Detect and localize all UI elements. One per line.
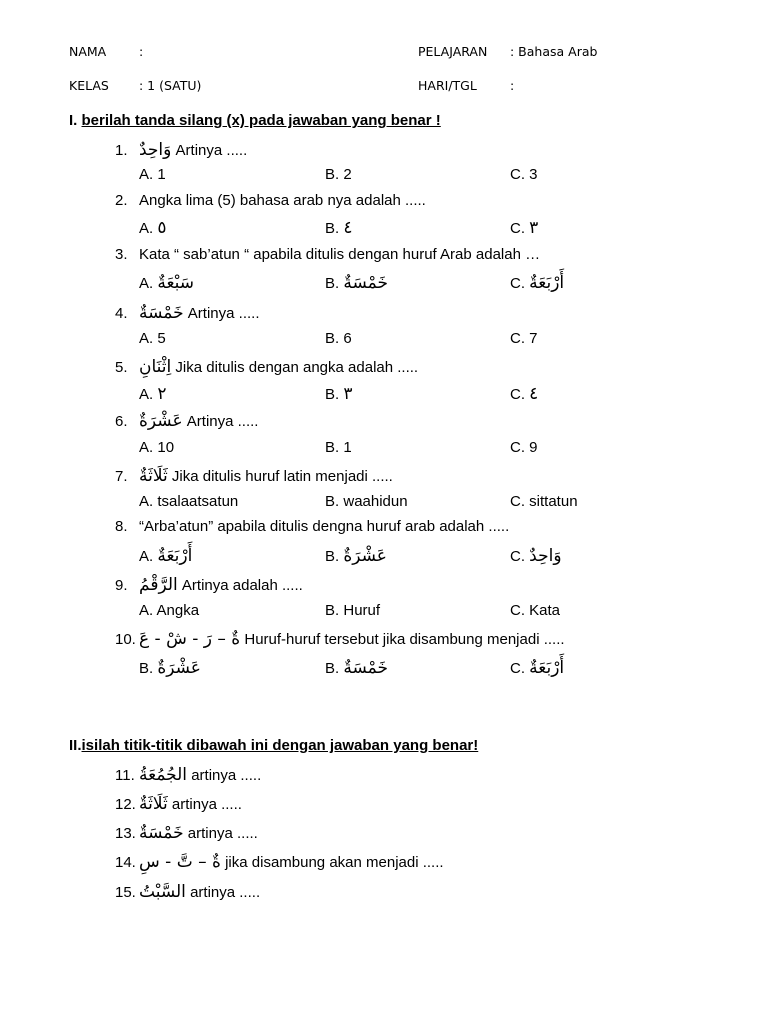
section2-title: isilah titik-titik dibawah ini dengan jawaban yang benar!: [81, 737, 479, 754]
option-letter: B.: [325, 330, 340, 347]
answer-option[interactable]: [510, 218, 538, 238]
answer-option[interactable]: [510, 330, 538, 347]
question-text: Jika ditulis huruf latin menjadi .....: [171, 468, 393, 485]
question-number: 12.: [115, 796, 136, 813]
answer-option[interactable]: [510, 658, 564, 678]
option-letter: A.: [139, 439, 154, 456]
question-arabic: اِثْنَانِ: [139, 357, 172, 377]
option-value: عَشْرَةٌ: [157, 658, 201, 678]
option-letter: B.: [139, 660, 154, 677]
option-value: 1: [157, 166, 166, 183]
question-number: 15.: [115, 884, 136, 901]
answer-option[interactable]: [325, 273, 388, 293]
option-letter: B.: [325, 275, 340, 292]
option-letter: C.: [510, 386, 525, 403]
question-13: [115, 823, 258, 843]
question-7: [115, 466, 393, 486]
question-arabic: ةٌ – تَّ - سِ: [139, 852, 221, 872]
question-arabic: ةٌ – رَ - شْ - عَ: [139, 629, 241, 649]
option-value: 5: [157, 330, 166, 347]
option-letter: A.: [139, 275, 154, 292]
answer-option[interactable]: [325, 602, 380, 619]
question-text: jika disambung akan menjadi .....: [225, 854, 444, 871]
question-text: artinya .....: [187, 825, 258, 842]
question-number: 5.: [115, 359, 128, 376]
question-4: [115, 303, 260, 323]
option-value: ٤: [343, 218, 353, 238]
answer-option[interactable]: [139, 546, 192, 566]
question-arabic: ثَلَاثَةٌ: [139, 466, 168, 486]
option-value: ٤: [529, 384, 539, 404]
option-letter: B.: [325, 439, 340, 456]
question-number: 2.: [115, 192, 128, 209]
option-value: tsalaatsatun: [157, 493, 239, 510]
question-8: [115, 518, 509, 535]
option-letter: A.: [139, 386, 154, 403]
pelajaran-label: PELAJARAN: [418, 44, 488, 59]
question-arabic: ثَلَاثَةٌ: [139, 794, 168, 814]
question-text: Artinya .....: [186, 413, 259, 430]
option-letter: B.: [325, 166, 340, 183]
answer-option[interactable]: [325, 218, 353, 238]
question-10: [115, 629, 565, 649]
question-9: [115, 575, 303, 595]
question-arabic: وَاحِدٌ: [139, 140, 172, 160]
answer-option[interactable]: [139, 384, 167, 404]
option-letter: A.: [139, 493, 154, 510]
option-letter: C.: [510, 330, 525, 347]
answer-option[interactable]: [510, 493, 578, 510]
section2-number: II.: [69, 737, 82, 754]
option-value: وَاحِدٌ: [529, 546, 562, 566]
option-letter: A.: [139, 330, 154, 347]
option-value: Huruf: [343, 602, 381, 619]
option-letter: A.: [139, 166, 154, 183]
option-letter: C.: [510, 660, 525, 677]
question-11: [115, 765, 261, 785]
question-text: Artinya .....: [187, 305, 260, 322]
option-letter: C.: [510, 166, 525, 183]
answer-option[interactable]: [325, 384, 353, 404]
question-text: artinya .....: [190, 884, 261, 901]
option-value: خَمْسَةٌ: [343, 658, 388, 678]
answer-option[interactable]: [139, 493, 238, 510]
question-text: Jika ditulis dengan angka adalah .....: [175, 359, 419, 376]
answer-option[interactable]: [325, 166, 352, 183]
option-value: ٣: [343, 384, 353, 404]
option-letter: A.: [139, 548, 154, 565]
question-text: Artinya .....: [175, 142, 248, 159]
answer-option[interactable]: [510, 273, 564, 293]
answer-option[interactable]: [325, 439, 352, 456]
answer-option[interactable]: [510, 546, 562, 566]
answer-option[interactable]: [139, 218, 167, 238]
option-letter: C.: [510, 275, 525, 292]
question-arabic: عَشْرَةٌ: [139, 411, 183, 431]
answer-option[interactable]: [325, 330, 352, 347]
answer-option[interactable]: [510, 384, 538, 404]
answer-option[interactable]: [325, 493, 408, 510]
question-text: artinya .....: [171, 796, 242, 813]
question-5: [115, 357, 418, 377]
option-value: 1: [343, 439, 352, 456]
option-value: خَمْسَةٌ: [343, 273, 388, 293]
question-text: Artinya adalah .....: [181, 577, 303, 594]
question-text: Huruf-huruf tersebut jika disambung menjadi .....: [244, 631, 565, 648]
option-value: waahidun: [343, 493, 408, 510]
question-number: 1.: [115, 142, 128, 159]
question-15: [115, 882, 260, 902]
question-arabic: الجُمُعَةُ: [139, 765, 188, 785]
question-number: 11.: [115, 767, 135, 784]
kelas-value: : 1 (SATU): [139, 78, 202, 93]
section1-heading: [69, 112, 441, 129]
section1-number: I.: [69, 112, 78, 129]
option-letter: C.: [510, 548, 525, 565]
option-letter: B.: [325, 493, 340, 510]
kelas-label: KELAS: [69, 78, 109, 93]
option-value: أَرْبَعَةٌ: [529, 273, 565, 293]
answer-option[interactable]: [139, 166, 166, 183]
answer-option[interactable]: [139, 330, 166, 347]
nama-value: :: [139, 44, 144, 59]
section1-title: berilah tanda silang (x) pada jawaban yang benar !: [81, 112, 441, 129]
question-arabic: خَمْسَةٌ: [139, 823, 184, 843]
hari-label: HARI/TGL: [418, 78, 477, 93]
answer-option[interactable]: [139, 602, 199, 619]
question-text: “Arba’atun” apabila ditulis dengna huruf arab adalah .....: [139, 518, 510, 535]
nama-label: NAMA: [69, 44, 107, 59]
answer-option[interactable]: [510, 439, 538, 456]
option-value: ٥: [157, 218, 167, 238]
option-value: 2: [343, 166, 352, 183]
option-value: 10: [157, 439, 175, 456]
option-letter: A.: [139, 220, 154, 237]
question-number: 6.: [115, 413, 128, 430]
hari-value: :: [510, 78, 515, 93]
option-value: ٣: [529, 218, 539, 238]
answer-option[interactable]: [325, 546, 387, 566]
answer-option[interactable]: [139, 658, 201, 678]
answer-option[interactable]: [510, 166, 538, 183]
question-number: 4.: [115, 305, 128, 322]
option-letter: C.: [510, 493, 525, 510]
option-letter: B.: [325, 660, 340, 677]
question-text: artinya .....: [191, 767, 262, 784]
question-12: [115, 794, 242, 814]
question-text: Kata “ sab’atun “ apabila ditulis dengan huruf Arab adalah …: [139, 246, 541, 263]
question-number: 3.: [115, 246, 128, 263]
question-3: [115, 246, 540, 263]
answer-option[interactable]: [325, 658, 388, 678]
answer-option[interactable]: [510, 602, 560, 619]
question-14: [115, 852, 444, 872]
question-number: 10.: [115, 631, 136, 648]
question-number: 9.: [115, 577, 128, 594]
option-value: سَبْعَةٌ: [157, 273, 195, 293]
question-1: [115, 140, 247, 160]
section2-heading: [69, 737, 478, 754]
option-value: 7: [529, 330, 538, 347]
question-number: 8.: [115, 518, 128, 535]
question-arabic: السَّبْتُ: [139, 882, 186, 902]
option-letter: B.: [325, 386, 340, 403]
option-value: 6: [343, 330, 352, 347]
question-number: 14.: [115, 854, 136, 871]
option-letter: B.: [325, 548, 340, 565]
question-arabic: الرَّقْمُ: [139, 575, 178, 595]
question-number: 13.: [115, 825, 136, 842]
question-number: 7.: [115, 468, 128, 485]
option-value: أَرْبَعَةٌ: [157, 546, 193, 566]
option-value: Kata: [529, 602, 561, 619]
option-letter: B.: [325, 220, 340, 237]
answer-option[interactable]: [139, 439, 174, 456]
question-text: Angka lima (5) bahasa arab nya adalah .....: [139, 192, 426, 209]
option-value: عَشْرَةٌ: [343, 546, 387, 566]
question-6: [115, 411, 258, 431]
option-letter: C.: [510, 220, 525, 237]
option-letter: A.: [139, 602, 154, 619]
option-value: ٢: [157, 384, 167, 404]
pelajaran-value: : Bahasa Arab: [510, 44, 598, 59]
question-2: [115, 192, 426, 209]
option-letter: C.: [510, 439, 525, 456]
option-value: 9: [529, 439, 538, 456]
option-value: sittatun: [529, 493, 578, 510]
option-value: Angka: [156, 602, 200, 619]
question-arabic: خَمْسَةٌ: [139, 303, 184, 323]
option-letter: B.: [325, 602, 340, 619]
option-value: أَرْبَعَةٌ: [529, 658, 565, 678]
option-letter: C.: [510, 602, 525, 619]
answer-option[interactable]: [139, 273, 194, 293]
option-value: 3: [529, 166, 538, 183]
